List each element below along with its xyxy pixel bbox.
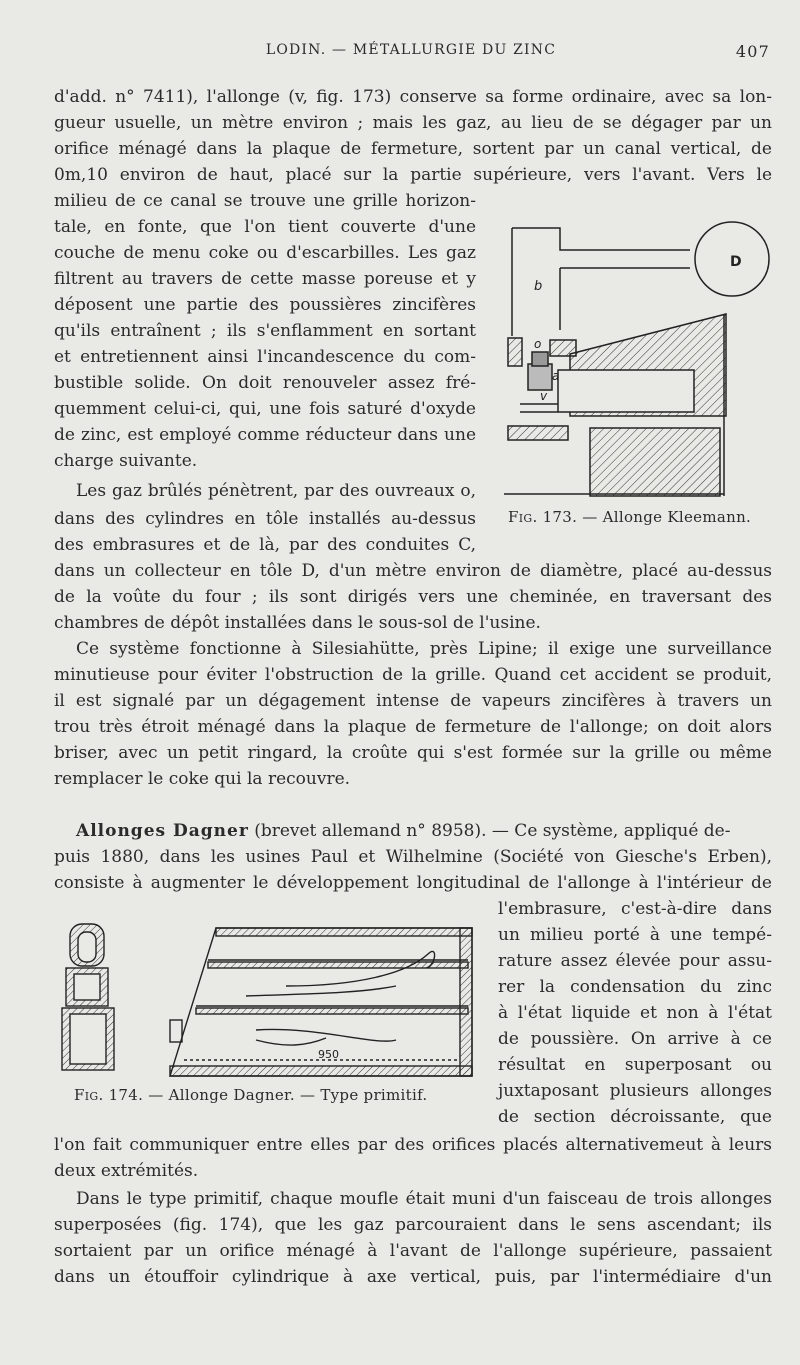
text-line: il est signalé par un dégagement intense de vapeurs zincifères à travers un xyxy=(54,691,772,711)
figure-label: v xyxy=(540,389,548,403)
text-line: de la voûte du four ; ils sont dirigés vers une cheminée, en traversant des xyxy=(54,587,772,607)
text-line: filtrent au travers de cette masse poreuse et y xyxy=(54,269,476,289)
text-line: superposées (fig. 174), que les gaz parcouraient dans le sens ascendant; ils xyxy=(54,1215,772,1235)
text-line: briser, avec un petit ringard, la croûte qui s'est formée sur la grille ou même xyxy=(54,743,772,763)
text-line: Dans le type primitif, chaque moufle était muni d'un faisceau de trois allonges xyxy=(76,1189,772,1209)
text-line: de poussière. On arrive à ce xyxy=(498,1029,772,1049)
running-header xyxy=(52,42,770,66)
text-line: Les gaz brûlés pénètrent, par des ouvreaux o, xyxy=(76,481,476,501)
page-number: 407 xyxy=(735,42,770,61)
text-line: un milieu porté à une tempé- xyxy=(498,925,772,945)
text-line: de zinc, est employé comme réducteur dans une xyxy=(54,425,476,445)
text-line: orifice ménagé dans la plaque de fermeture, sortent par un canal vertical, de xyxy=(54,139,772,159)
text-line: résultat en superposant ou xyxy=(498,1055,772,1075)
figure-label: b xyxy=(534,279,543,294)
caption-text: — Allonge Kleemann. xyxy=(582,508,752,526)
text-line: l'on fait communiquer entre elles par des orifices placés alternativemeut à leurs xyxy=(54,1135,772,1155)
figure-174-drawing xyxy=(56,916,480,1084)
text-line: et entretiennent ainsi l'incandescence du com- xyxy=(54,347,476,367)
text-line: de section décroissante, que xyxy=(498,1107,772,1127)
dimension-label: 950 xyxy=(318,1048,339,1061)
caption-prefix: Fig. 173. xyxy=(508,508,578,526)
text-line: puis 1880, dans les usines Paul et Wilhelmine (Société von Giesche's Erben), xyxy=(54,847,772,867)
figure-label: D xyxy=(730,254,742,270)
text-line: trou très étroit ménagé dans la plaque de fermeture de l'allonge; on doit alors xyxy=(54,717,772,737)
text-line: qu'ils entraînent ; ils s'enflamment en sortant xyxy=(54,321,476,341)
text-line: deux extrémités. xyxy=(54,1161,199,1181)
text-line: charge suivante. xyxy=(54,451,198,471)
text-line: dans un collecteur en tôle D, d'un mètre environ de diamètre, placé au-dessus xyxy=(54,561,772,581)
text-line: remplacer le coke qui la recouvre. xyxy=(54,769,351,789)
caption-text: — Allonge Dagner. — Type primitif. xyxy=(148,1086,428,1104)
section-first-line xyxy=(54,818,772,844)
text-line: à l'état liquide et non à l'état xyxy=(498,1003,772,1023)
text-run: (brevet allemand n° 8958). — Ce système, appliqué de- xyxy=(254,821,731,841)
text-line: des embrasures et de là, par des conduites C, xyxy=(54,535,476,555)
figure-173-drawing xyxy=(500,218,772,500)
text-line: bustible solide. On doit renouveler assez fré- xyxy=(54,373,476,393)
text-line: Ce système fonctionne à Silesiahütte, près Lipine; il exige une surveillance xyxy=(76,639,772,659)
figure-label: o xyxy=(534,337,542,351)
text-line: minutieuse pour éviter l'obstruction de la grille. Quand cet accident se produit, xyxy=(54,665,772,685)
figure-label: a xyxy=(552,369,560,383)
text-line: gueur usuelle, un mètre environ ; mais les gaz, au lieu de se dégager par un xyxy=(54,113,772,133)
text-line: sortaient par un orifice ménagé à l'avant de l'allonge supérieure, passaient xyxy=(54,1241,772,1261)
text-line: chambres de dépôt installées dans le sous-sol de l'usine. xyxy=(54,613,541,633)
text-line: dans des cylindres en tôle installés au-dessus xyxy=(54,509,476,529)
text-line: juxtaposant plusieurs allonges xyxy=(498,1081,772,1101)
text-line: 0m,10 environ de haut, placé sur la partie supérieure, vers l'avant. Vers le xyxy=(54,165,772,185)
figure-173-caption xyxy=(508,508,751,526)
text-line: tale, en fonte, que l'on tient couverte d'une xyxy=(54,217,476,237)
text-line: déposent une partie des poussières zincifères xyxy=(54,295,476,315)
text-line: milieu de ce canal se trouve une grille horizon- xyxy=(54,191,476,211)
caption-prefix: Fig. 174. xyxy=(74,1086,144,1104)
running-title: LODIN. — MÉTALLURGIE DU ZINC xyxy=(265,42,557,58)
text-line: rer la condensation du zinc xyxy=(498,977,772,997)
text-line: d'add. n° 7411), l'allonge (v, fig. 173) conserve sa forme ordinaire, avec sa lon- xyxy=(54,87,772,107)
text-line: couche de menu coke ou d'escarbilles. Les gaz xyxy=(54,243,476,263)
text-line: consiste à augmenter le développement longitudinal de l'allonge à l'intérieur de xyxy=(54,873,772,893)
figure-174-caption xyxy=(74,1086,427,1104)
text-line: quemment celui-ci, qui, une fois saturé d'oxyde xyxy=(54,399,476,419)
text-line: rature assez élevée pour assu- xyxy=(498,951,772,971)
text-line: l'embrasure, c'est-à-dire dans xyxy=(498,899,772,919)
section-heading: Allonges Dagner xyxy=(76,821,249,841)
text-line: dans un étouffoir cylindrique à axe vertical, puis, par l'intermédiaire d'un xyxy=(54,1267,772,1287)
